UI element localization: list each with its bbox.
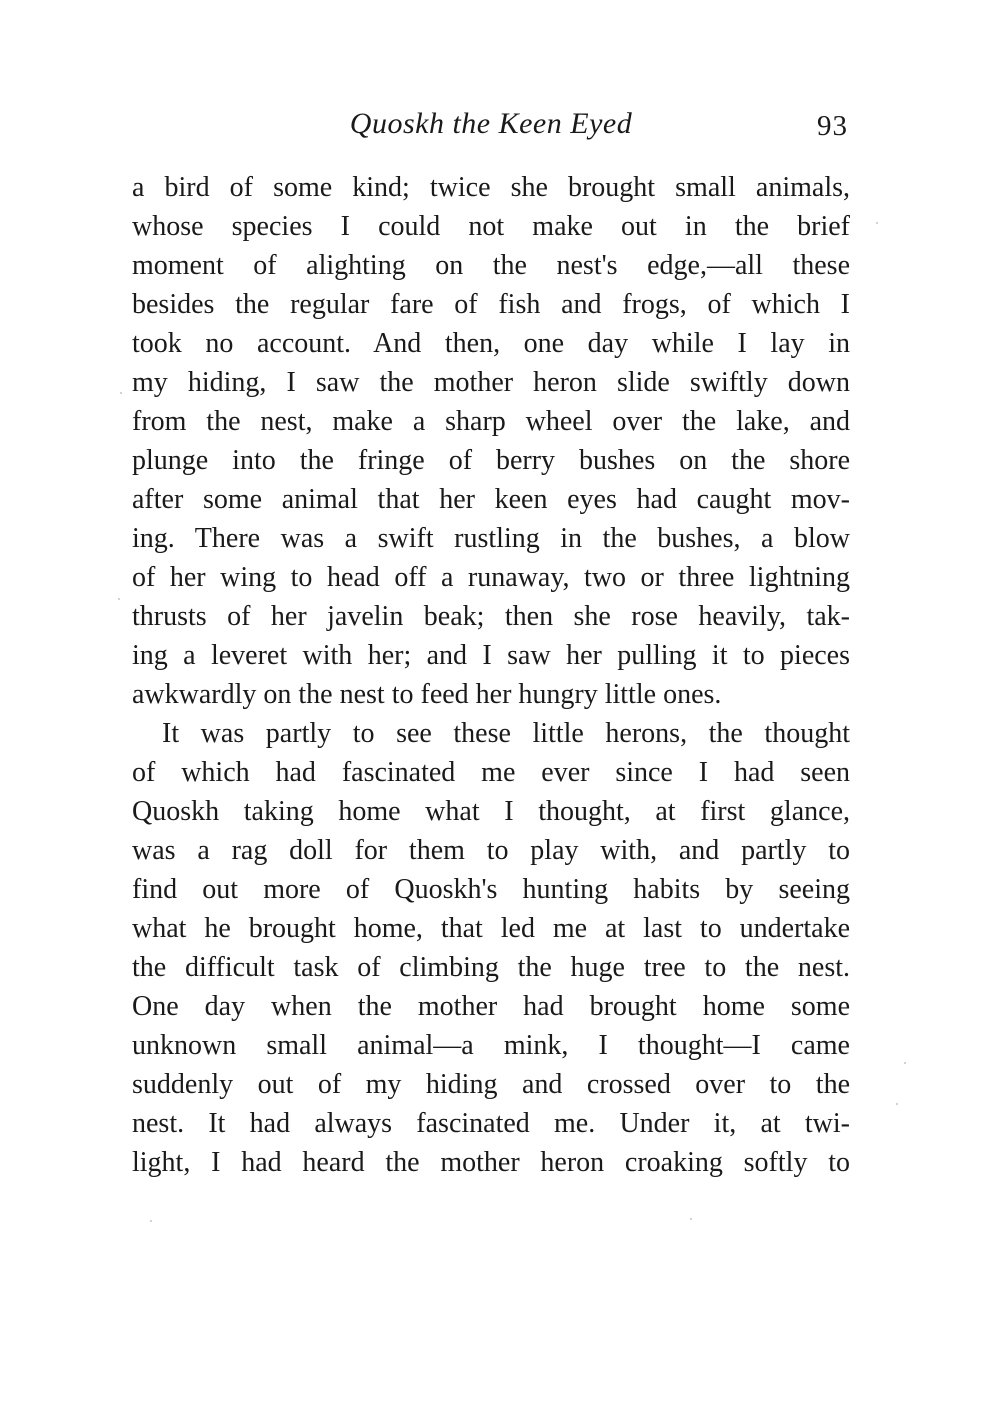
- text-line: was a rag doll for them to play with, and partly to: [132, 835, 850, 866]
- text-line: after some animal that her keen eyes had caught mov-: [132, 484, 850, 515]
- scan-speck: [118, 598, 120, 600]
- text-line: ing a leveret with her; and I saw her pulling it to pieces: [132, 640, 850, 671]
- text-line: unknown small animal—a mink, I thought—I came: [132, 1030, 850, 1061]
- text-line: from the nest, make a sharp wheel over the lake, and: [132, 406, 850, 437]
- scan-speck: [690, 1218, 692, 1220]
- text-line: of her wing to head off a runaway, two or three lightning: [132, 562, 850, 593]
- text-line: suddenly out of my hiding and crossed over to the: [132, 1069, 850, 1100]
- text-line: thrusts of her javelin beak; then she rose heavily, tak-: [132, 601, 850, 632]
- text-line: moment of alighting on the nest's edge,—all these: [132, 250, 850, 281]
- scan-speck: [904, 1062, 906, 1064]
- text-line: It was partly to see these little herons, the thought: [162, 718, 850, 749]
- scan-speck: [150, 1220, 152, 1222]
- text-line: awkwardly on the nest to feed her hungry little ones.: [132, 679, 722, 710]
- text-line: of which had fascinated me ever since I had seen: [132, 757, 850, 788]
- text-line: Quoskh taking home what I thought, at first glance,: [132, 796, 850, 827]
- text-line: ing. There was a swift rustling in the bushes, a blow: [132, 523, 850, 554]
- running-head: [132, 100, 850, 148]
- running-title: Quoskh the Keen Eyed: [349, 107, 633, 140]
- text-line: whose species I could not make out in the brief: [132, 211, 850, 242]
- text-line: nest. It had always fascinated me. Under it, at twi-: [132, 1108, 850, 1139]
- scan-speck: [896, 1103, 898, 1105]
- text-line: a bird of some kind; twice she brought small animals,: [132, 172, 850, 203]
- text-line: besides the regular fare of fish and frogs, of which I: [132, 289, 850, 320]
- scan-speck: [120, 392, 122, 394]
- text-line: plunge into the fringe of berry bushes on the shore: [132, 445, 850, 476]
- scan-speck: [876, 222, 878, 224]
- text-line: find out more of Quoskh's hunting habits by seeing: [132, 874, 850, 905]
- text-line: what he brought home, that led me at last to undertake: [132, 913, 850, 944]
- body-text: [132, 168, 850, 1182]
- text-line: took no account. And then, one day while I lay in: [132, 328, 850, 359]
- page-number: 93: [817, 110, 848, 142]
- text-line: One day when the mother had brought home some: [132, 991, 850, 1022]
- text-line: the difficult task of climbing the huge tree to the nest.: [132, 952, 850, 983]
- text-line: light, I had heard the mother heron croaking softly to: [132, 1147, 850, 1178]
- text-line: my hiding, I saw the mother heron slide swiftly down: [132, 367, 850, 398]
